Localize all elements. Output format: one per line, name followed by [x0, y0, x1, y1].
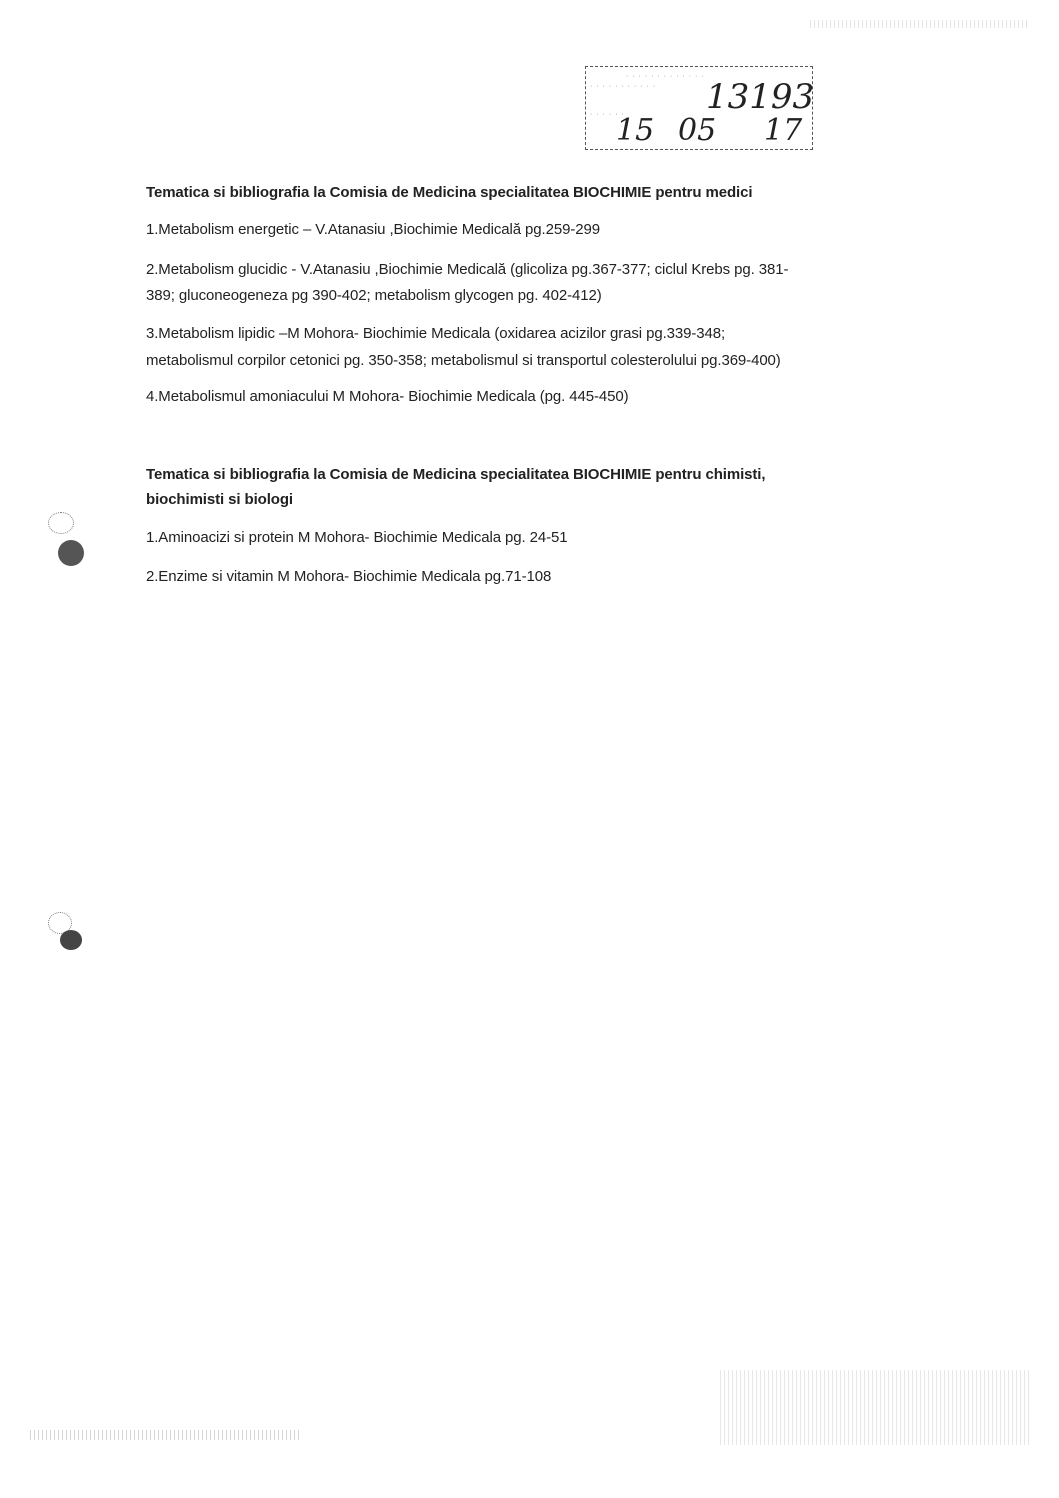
- list-item: 2.Metabolism glucidic - V.Atanasiu ,Biochimie Medicală (glicoliza pg.367-377; ciclul Krebs pg. 381-: [146, 261, 789, 278]
- punch-hole-mark: [48, 512, 74, 534]
- section2-heading-continued: biochimisti si biologi: [146, 491, 293, 508]
- stamp-registration-number: 13193: [706, 77, 815, 117]
- stamp-office-text: · · · · · · · · · · ·: [590, 83, 657, 90]
- list-item: 1.Aminoacizi si protein M Mohora- Biochimie Medicala pg. 24-51: [146, 529, 568, 546]
- punch-hole-mark: [60, 930, 82, 950]
- section1-heading: Tematica si bibliografia la Comisia de Medicina specialitatea BIOCHIMIE pentru medici: [146, 184, 753, 201]
- list-item: 4.Metabolismul amoniacului M Mohora- Biochimie Medicala (pg. 445-450): [146, 388, 629, 405]
- punch-hole-mark: [58, 540, 84, 566]
- stamp-date-year: 17: [764, 113, 803, 148]
- stamp-entry-text: · · · · · ·: [590, 111, 625, 118]
- scan-noise: [810, 20, 1030, 28]
- section2-heading: Tematica si bibliografia la Comisia de Medicina specialitatea BIOCHIMIE pentru chimisti,: [146, 466, 766, 483]
- registration-stamp: [585, 66, 813, 150]
- scan-noise: [30, 1430, 300, 1440]
- stamp-date-month: 05: [678, 113, 717, 148]
- stamp-header-text: · · · · · · · · · · · · ·: [626, 73, 705, 80]
- list-item: 1.Metabolism energetic – V.Atanasiu ,Biochimie Medicală pg.259-299: [146, 221, 600, 238]
- list-item: 3.Metabolism lipidic –M Mohora- Biochimie Medicala (oxidarea acizilor grasi pg.339-348;: [146, 325, 726, 342]
- scan-noise: [720, 1370, 1030, 1445]
- list-item-continued: 389; gluconeogeneza pg 390-402; metabolism glycogen pg. 402-412): [146, 287, 602, 304]
- stamp-date-day: 15: [616, 113, 655, 148]
- list-item-continued: metabolismul corpilor cetonici pg. 350-358; metabolismul si transportul colesterolului pg.369-400): [146, 352, 781, 369]
- list-item: 2.Enzime si vitamin M Mohora- Biochimie Medicala pg.71-108: [146, 568, 552, 585]
